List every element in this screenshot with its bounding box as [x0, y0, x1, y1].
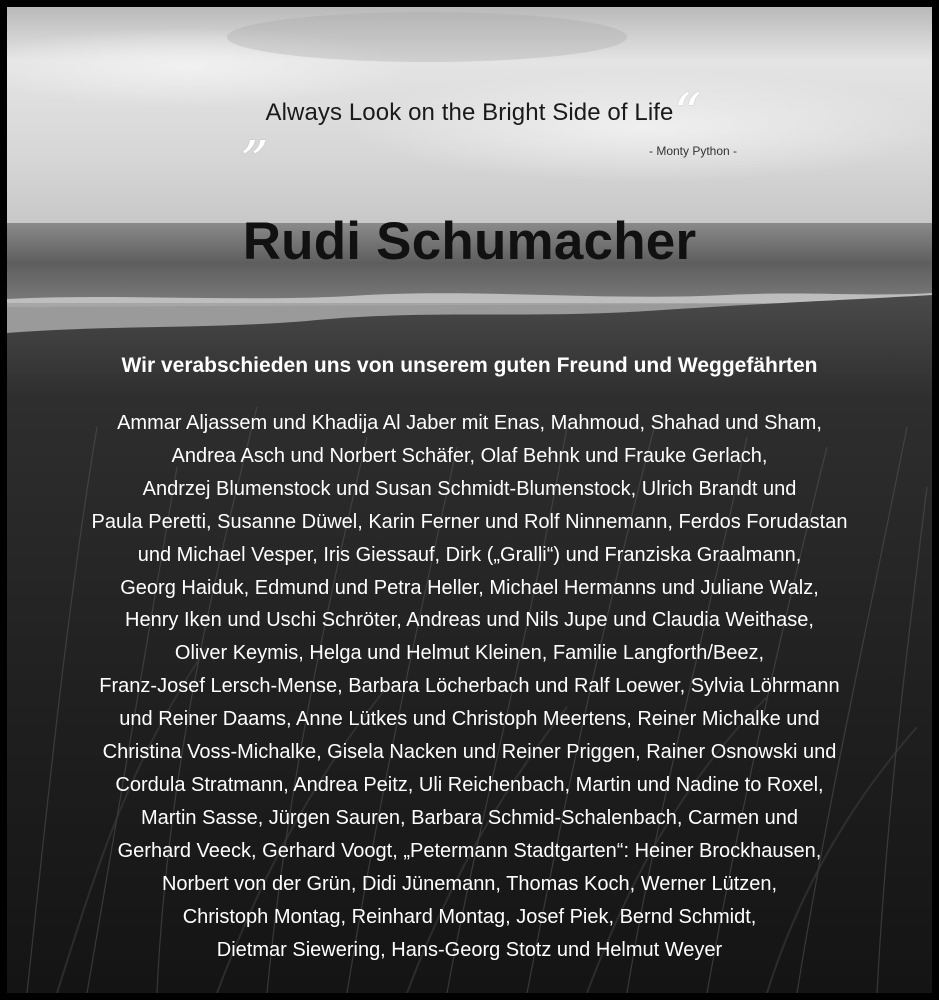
- mourners-line: Cordula Stratmann, Andrea Peitz, Uli Reichenbach, Martin und Nadine to Roxel,: [115, 773, 824, 796]
- mourners-line: Franz-Josef Lersch-Mense, Barbara Löcherbach und Ralf Loewer, Sylvia Löhrmann: [99, 675, 840, 698]
- mourners-line: Paula Peretti, Susanne Düwel, Karin Ferner und Rolf Ninnemann, Ferdos Forudastan: [91, 510, 848, 533]
- mourners-line: Andrea Asch und Norbert Schäfer, Olaf Behnk und Frauke Gerlach,: [171, 444, 768, 467]
- quote-source: - Monty Python -: [649, 144, 738, 158]
- mourners-list: [27, 407, 912, 966]
- mourners-line: Norbert von der Grün, Didi Jünemann, Thomas Koch, Werner Lützen,: [161, 872, 778, 895]
- mourners-line: Ammar Aljassem und Khadija Al Jaber mit Enas, Mahmoud, Shahad und Sham,: [117, 412, 822, 434]
- mourners-line: Gerhard Veeck, Gerhard Voogt, „Petermann Stadtgarten“: Heiner Brockhausen,: [117, 839, 822, 862]
- mourners-line: Georg Haiduk, Edmund und Petra Heller, Michael Hermanns und Juliane Walz,: [120, 576, 819, 599]
- closing-quote-mark: “: [673, 82, 702, 145]
- obituary-content: [7, 7, 932, 993]
- quote-text: Always Look on the Bright Side of Life: [265, 99, 674, 126]
- mourners-line: und Michael Vesper, Iris Giessauf, Dirk („Gralli“) und Franziska Graalmann,: [137, 543, 802, 566]
- mourners-line: und Reiner Daams, Anne Lütkes und Christoph Meertens, Reiner Michalke und: [119, 708, 820, 731]
- mourners-line: Martin Sasse, Jürgen Sauren, Barbara Schmid-Schalenbach, Carmen und: [140, 806, 798, 829]
- farewell-intro: Wir verabschieden uns von unserem guten Freund und Weggefährten: [121, 354, 818, 377]
- mourners-line: Oliver Keymis, Helga und Helmut Kleinen, Familie Langforth/Beez,: [174, 642, 765, 665]
- opening-quote-mark: „: [241, 96, 270, 159]
- deceased-name: Rudi Schumacher: [242, 212, 697, 271]
- mourners-line: Henry Iken und Uschi Schröter, Andreas und Nils Jupe und Claudia Weithase,: [125, 609, 814, 632]
- mourners-line: Christina Voss-Michalke, Gisela Nacken und Reiner Priggen, Rainer Osnowski und: [102, 741, 837, 764]
- mourners-line: Andrzej Blumenstock und Susan Schmidt-Blumenstock, Ulrich Brandt und: [142, 477, 797, 500]
- mourners-line: Christoph Montag, Reinhard Montag, Josef Piek, Bernd Schmidt,: [182, 905, 757, 928]
- mourners-line: Dietmar Siewering, Hans-Georg Stotz und Helmut Weyer: [216, 938, 723, 961]
